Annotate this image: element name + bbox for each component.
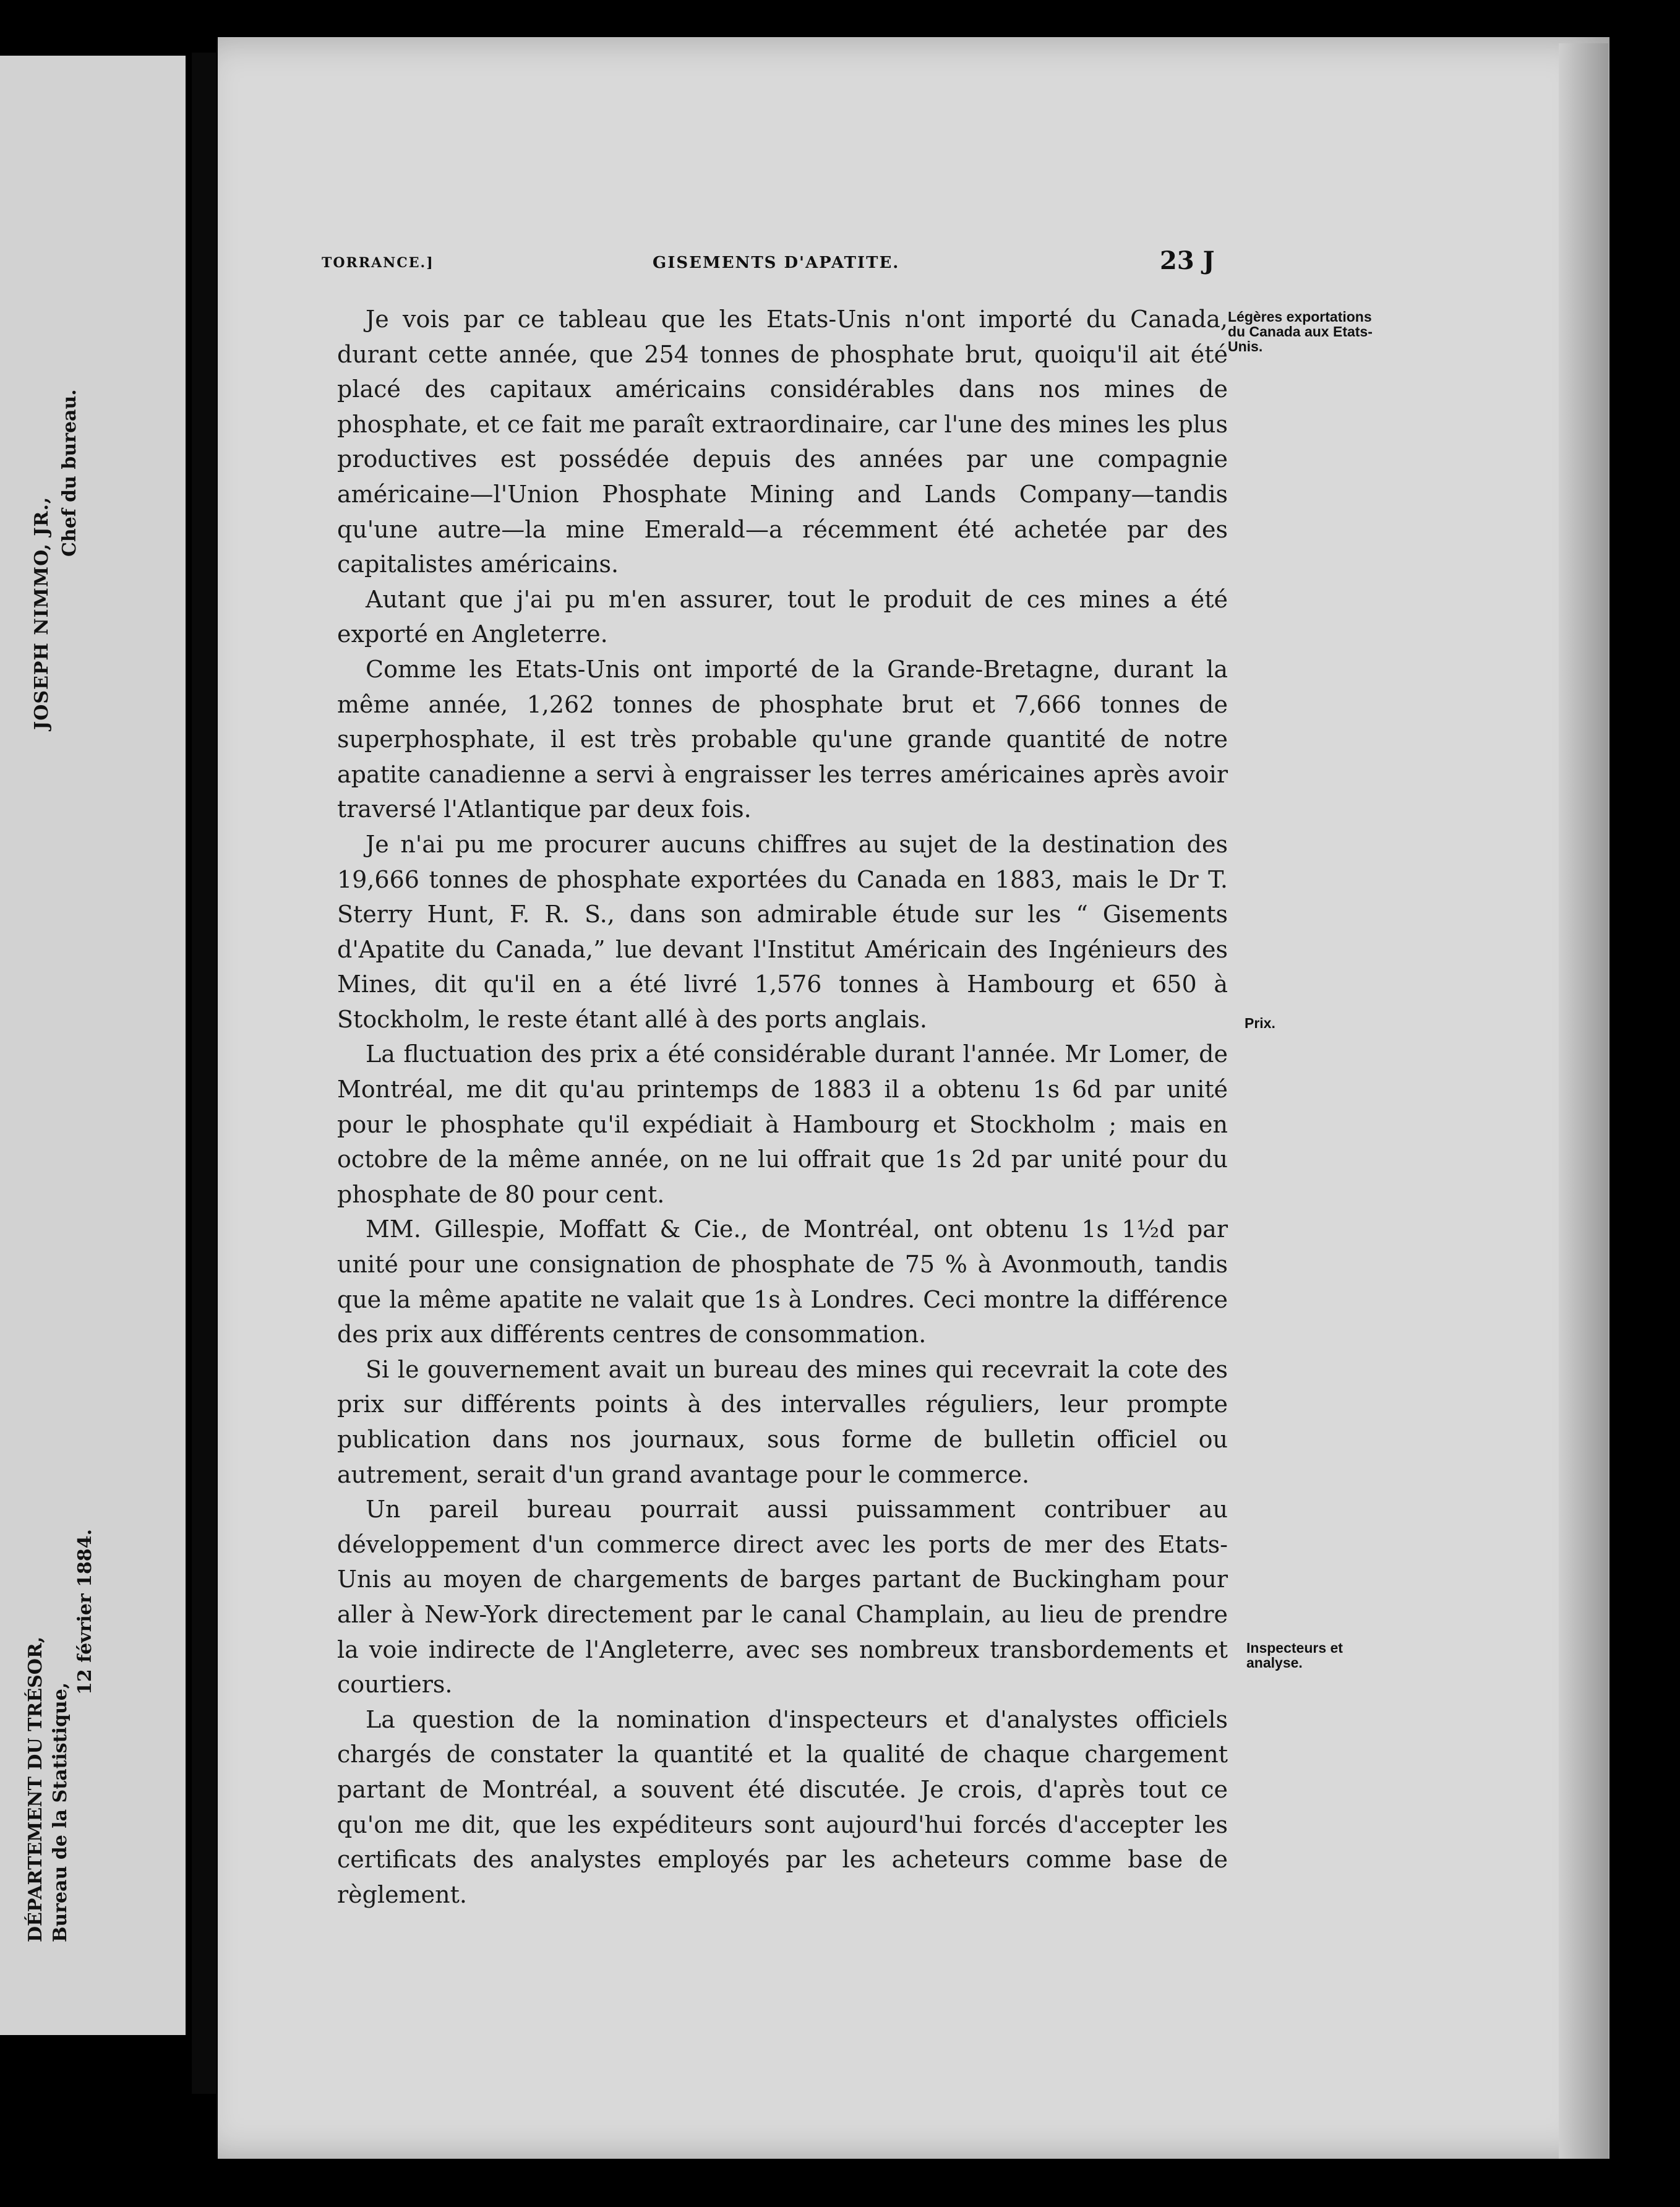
- header-title: GISEMENTS D'APATITE.: [653, 254, 900, 272]
- left-page-date: 12 février 1884.: [74, 1528, 96, 1695]
- margin-note-prices: Prix.: [1245, 1015, 1275, 1031]
- paragraph: La fluctuation des prix a été considérable durant l'année. Mr Lomer, de Montréal, me dit qu'au printemps de 1883 il a obtenu 1s 6d par unité pour le phosphate qu'il expédiait à Hambourg et Stockholm ; mais en octobre de la même année, on ne lui offrait que 1s 2d par unité pour du phosphate de 80 pour cent.: [337, 1040, 1228, 1208]
- paragraph: La question de la nomination d'inspecteurs et d'analystes officiels chargés de constater la quantité et la qualité de chaque chargement partant de Montréal, a souvent été discutée. Je crois, d'après tout ce qu'on me dit, que les expéditeurs sont aujourd'hui forcés d'accepter les certificats des analystes employés par les acheteurs comme base de règlement.: [337, 1705, 1228, 1908]
- body-text: [337, 302, 1228, 1912]
- header-author: TORRANCE.]: [322, 255, 434, 271]
- left-page-department: DÉPARTEMENT DU TRÉSOR,: [25, 1636, 46, 1942]
- paragraph: MM. Gillespie, Moffatt & Cie., de Montréal, ont obtenu 1s 1½d par unité pour une consignation de phosphate de 75 % à Avonmouth, tandis que la même apatite ne valait que 1s à Londres. Ceci montre la différence des prix aux différents centres de consommation.: [337, 1215, 1228, 1348]
- page-number: 23 J: [1160, 246, 1215, 275]
- page-edge: [1559, 43, 1608, 2159]
- book-spine: [192, 53, 216, 2094]
- paragraph: Si le gouvernement avait un bureau des mines qui recevrait la cote des prix sur différents points à des intervalles réguliers, leur prompte publication dans nos journaux, sous forme de bulletin officiel ou autrement, serait d'un grand avantage pour le commerce.: [337, 1355, 1228, 1488]
- paragraph: Comme les Etats-Unis ont importé de la Grande-Bretagne, durant la même année, 1,262 tonnes de phosphate brut et 7,666 tonnes de superphosphate, il est très probable qu'une grande quantité de notre apatite canadienne a servi à engraisser les terres américaines après avoir traversé l'Atlantique par deux fois.: [337, 655, 1228, 823]
- paragraph: Autant que j'ai pu m'en assurer, tout le produit de ces mines a été exporté en Angleterre.: [337, 585, 1228, 648]
- paragraph: Un pareil bureau pourrait aussi puissamment contribuer au développement d'un commerce direct avec les ports de mer des Etats-Unis au moyen de chargements de barges partant de Buckingham pour aller à New-York directement par le canal Champlain, au lieu de prendre la voie indirecte de l'Angleterre, avec ses nombreux transbordements et courtiers.: [337, 1496, 1228, 1699]
- margin-note-exports: Légères exportations du Canada aux Etats-Unis.: [1228, 309, 1373, 354]
- running-header: [322, 246, 1237, 289]
- left-page-bureau: Bureau de la Statistique,: [49, 1682, 71, 1942]
- left-page-signature-title: Chef du bureau.: [59, 389, 80, 557]
- left-page-signature-name: JOSEPH NIMMO, JR.,: [31, 496, 53, 730]
- paragraph: Je n'ai pu me procurer aucuns chiffres au sujet de la destination des 19,666 tonnes de phosphate exportées du Canada en 1883, mais le Dr T. Sterry Hunt, F. R. S., dans son admirable étude sur les “ Gisements d'Apatite du Canada,” lue devant l'Institut Américain des Ingénieurs des Mines, dit qu'il en a été livré 1,576 tonnes à Hambourg et 650 à Stockholm, le reste étant allé à des ports anglais.: [337, 830, 1228, 1033]
- paragraph: Je vois par ce tableau que les Etats-Unis n'ont importé du Canada, durant cette année, que 254 tonnes de phosphate brut, quoiqu'il ait été placé des capitaux américains considérables dans nos mines de phosphate, et ce fait me paraît extraordinaire, car l'une des mines les plus productives est possédée depuis des années par une compagnie américaine—l'Union Phosphate Mining and Lands Company—tandis qu'une autre—la mine Emerald—a récemment été achetée par des capitalistes américains.: [337, 306, 1228, 578]
- margin-note-inspectors: Inspecteurs et analyse.: [1246, 1640, 1343, 1671]
